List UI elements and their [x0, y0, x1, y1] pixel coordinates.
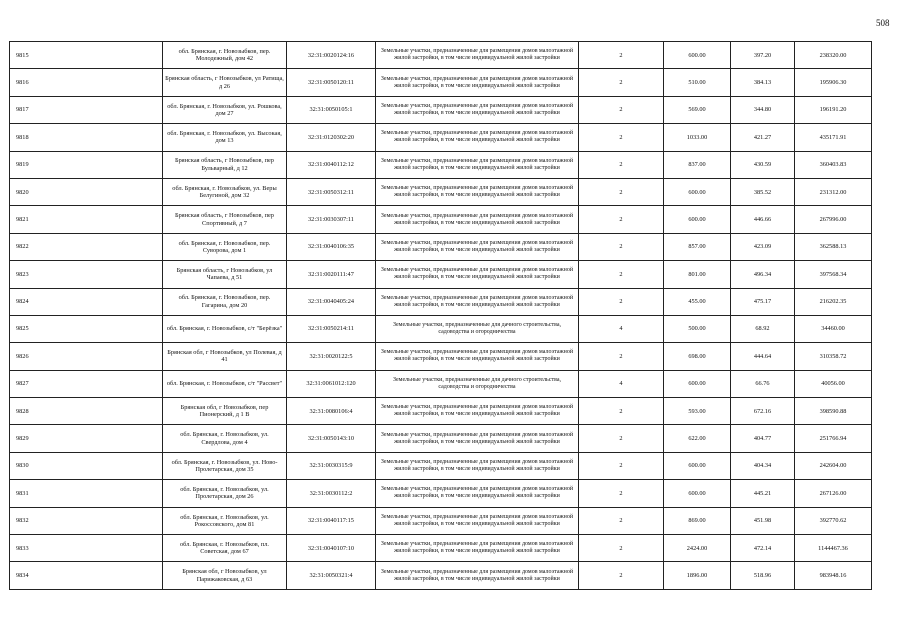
- group-cell: 2: [579, 124, 664, 151]
- area-cell: 801.00: [664, 261, 731, 288]
- land-use-cell: Земельные участки, предназначенные для размещения домов малоэтажной жилой застройки, в том числе индивидуальной жилой застройки: [376, 233, 579, 260]
- group-cell: 2: [579, 452, 664, 479]
- cadastral-value-table: [9, 41, 872, 590]
- specific-value-cell: 472.14: [731, 535, 795, 562]
- table-row: [10, 425, 872, 452]
- specific-value-cell: 446.66: [731, 206, 795, 233]
- land-use-cell: Земельные участки, предназначенные для размещения домов малоэтажной жилой застройки, в том числе индивидуальной жилой застройки: [376, 398, 579, 425]
- cadastral-number-cell: 32:31:0080106:4: [287, 398, 376, 425]
- land-use-cell: Земельные участки, предназначенные для размещения домов малоэтажной жилой застройки, в том числе индивидуальной жилой застройки: [376, 69, 579, 96]
- area-cell: 593.00: [664, 398, 731, 425]
- area-cell: 455.00: [664, 288, 731, 315]
- address-cell: обл. Брянская, г. Новозыбков, ул. Высокая, дом 13: [163, 124, 287, 151]
- table-row: [10, 42, 872, 69]
- area-cell: 569.00: [664, 96, 731, 123]
- cadastral-number-cell: 32:31:0050321:4: [287, 562, 376, 589]
- cadastral-number-cell: 32:31:0040107:10: [287, 535, 376, 562]
- specific-value-cell: 430.59: [731, 151, 795, 178]
- table-body: [10, 42, 872, 590]
- address-cell: обл. Брянская, г. Новозыбков, с/т "Рассвет": [163, 370, 287, 397]
- cadastral-number-cell: 32:31:0040112:12: [287, 151, 376, 178]
- cadastral-number-cell: 32:31:0020124:16: [287, 42, 376, 69]
- page-number: 508: [876, 18, 890, 28]
- group-cell: 2: [579, 42, 664, 69]
- table-row: [10, 96, 872, 123]
- cadastral-value-cell: 267996.00: [795, 206, 872, 233]
- specific-value-cell: 68.92: [731, 315, 795, 342]
- specific-value-cell: 404.77: [731, 425, 795, 452]
- land-use-cell: Земельные участки, предназначенные для размещения домов малоэтажной жилой застройки, в том числе индивидуальной жилой застройки: [376, 96, 579, 123]
- group-cell: 2: [579, 178, 664, 205]
- land-use-cell: Земельные участки, предназначенные для размещения домов малоэтажной жилой застройки, в том числе индивидуальной жилой застройки: [376, 206, 579, 233]
- area-cell: 1033.00: [664, 124, 731, 151]
- table-row: [10, 343, 872, 370]
- specific-value-cell: 384.13: [731, 69, 795, 96]
- row-number: 9817: [10, 96, 163, 123]
- address-cell: обл. Брянская, г. Новозыбков, ул. Рошкова, дом 27: [163, 96, 287, 123]
- table-row: [10, 178, 872, 205]
- table-row: [10, 151, 872, 178]
- specific-value-cell: 385.52: [731, 178, 795, 205]
- address-cell: Брянская обл, г Новозыбков, ул Парижаковская, д 63: [163, 562, 287, 589]
- group-cell: 2: [579, 398, 664, 425]
- land-use-cell: Земельные участки, предназначенные для размещения домов малоэтажной жилой застройки, в том числе индивидуальной жилой застройки: [376, 261, 579, 288]
- row-number: 9829: [10, 425, 163, 452]
- row-number: 9832: [10, 507, 163, 534]
- specific-value-cell: 445.21: [731, 480, 795, 507]
- row-number: 9822: [10, 233, 163, 260]
- cadastral-number-cell: 32:31:0050105:1: [287, 96, 376, 123]
- address-cell: обл. Брянская, г. Новозыбков, ул. Рокоссовского, дом 81: [163, 507, 287, 534]
- table-row: [10, 261, 872, 288]
- row-number: 9834: [10, 562, 163, 589]
- group-cell: 2: [579, 96, 664, 123]
- cadastral-value-cell: 40056.00: [795, 370, 872, 397]
- row-number: 9826: [10, 343, 163, 370]
- specific-value-cell: 518.96: [731, 562, 795, 589]
- table-row: [10, 535, 872, 562]
- land-use-cell: Земельные участки, предназначенные для размещения домов малоэтажной жилой застройки, в том числе индивидуальной жилой застройки: [376, 535, 579, 562]
- cadastral-value-cell: 360403.83: [795, 151, 872, 178]
- group-cell: 2: [579, 535, 664, 562]
- land-use-cell: Земельные участки, предназначенные для размещения домов малоэтажной жилой застройки, в том числе индивидуальной жилой застройки: [376, 480, 579, 507]
- row-number: 9816: [10, 69, 163, 96]
- address-cell: Брянская область, г Новозыбков, пер Спортивный, д 7: [163, 206, 287, 233]
- table-row: [10, 507, 872, 534]
- group-cell: 2: [579, 288, 664, 315]
- cadastral-value-cell: 397568.34: [795, 261, 872, 288]
- cadastral-number-cell: 32:31:0030315:9: [287, 452, 376, 479]
- row-number: 9819: [10, 151, 163, 178]
- land-use-cell: Земельные участки, предназначенные для размещения домов малоэтажной жилой застройки, в том числе индивидуальной жилой застройки: [376, 178, 579, 205]
- cadastral-value-cell: 34460.00: [795, 315, 872, 342]
- land-use-cell: Земельные участки, предназначенные для дачного строительства, садоводства и огородничества: [376, 315, 579, 342]
- address-cell: обл. Брянская, г. Новозыбков, пер. Суворова, дом 1: [163, 233, 287, 260]
- table-row: [10, 124, 872, 151]
- cadastral-value-cell: 216202.35: [795, 288, 872, 315]
- row-number: 9828: [10, 398, 163, 425]
- land-use-cell: Земельные участки, предназначенные для размещения домов малоэтажной жилой застройки, в том числе индивидуальной жилой застройки: [376, 343, 579, 370]
- row-number: 9833: [10, 535, 163, 562]
- cadastral-value-cell: 983948.16: [795, 562, 872, 589]
- cadastral-number-cell: 32:31:0020122:5: [287, 343, 376, 370]
- row-number: 9825: [10, 315, 163, 342]
- address-cell: Брянская область, г Новозыбков, ул Чапаева, д 51: [163, 261, 287, 288]
- address-cell: Брянская область, г Новозыбков, пер Бульварный, д 12: [163, 151, 287, 178]
- area-cell: 600.00: [664, 370, 731, 397]
- area-cell: 600.00: [664, 42, 731, 69]
- cadastral-number-cell: 32:31:0020111:47: [287, 261, 376, 288]
- area-cell: 857.00: [664, 233, 731, 260]
- cadastral-value-cell: 435171.91: [795, 124, 872, 151]
- row-number: 9820: [10, 178, 163, 205]
- group-cell: 2: [579, 206, 664, 233]
- table-row: [10, 206, 872, 233]
- cadastral-value-cell: 238320.00: [795, 42, 872, 69]
- land-use-cell: Земельные участки, предназначенные для размещения домов малоэтажной жилой застройки, в том числе индивидуальной жилой застройки: [376, 507, 579, 534]
- specific-value-cell: 475.17: [731, 288, 795, 315]
- specific-value-cell: 66.76: [731, 370, 795, 397]
- group-cell: 2: [579, 261, 664, 288]
- area-cell: 510.00: [664, 69, 731, 96]
- cadastral-number-cell: 32:31:0030112:2: [287, 480, 376, 507]
- group-cell: 2: [579, 562, 664, 589]
- address-cell: обл. Брянская, г. Новозыбков, пер. Молодежный, дом 42: [163, 42, 287, 69]
- cadastral-value-cell: 392770.62: [795, 507, 872, 534]
- table-row: [10, 370, 872, 397]
- cadastral-number-cell: 32:31:0040405:24: [287, 288, 376, 315]
- cadastral-value-cell: 251766.94: [795, 425, 872, 452]
- land-use-cell: Земельные участки, предназначенные для размещения домов малоэтажной жилой застройки, в том числе индивидуальной жилой застройки: [376, 288, 579, 315]
- area-cell: 600.00: [664, 452, 731, 479]
- group-cell: 2: [579, 151, 664, 178]
- table-row: [10, 562, 872, 589]
- specific-value-cell: 421.27: [731, 124, 795, 151]
- area-cell: 600.00: [664, 206, 731, 233]
- cadastral-number-cell: 32:31:0050120:11: [287, 69, 376, 96]
- address-cell: обл. Брянская, г. Новозыбков, ул. Свердлова, дом 4: [163, 425, 287, 452]
- group-cell: 2: [579, 480, 664, 507]
- land-use-cell: Земельные участки, предназначенные для размещения домов малоэтажной жилой застройки, в том числе индивидуальной жилой застройки: [376, 151, 579, 178]
- table-row: [10, 288, 872, 315]
- address-cell: обл. Брянская, г. Новозыбков, пл. Советская, дом 67: [163, 535, 287, 562]
- cadastral-number-cell: 32:31:0050214:11: [287, 315, 376, 342]
- specific-value-cell: 404.34: [731, 452, 795, 479]
- address-cell: обл. Брянская, г. Новозыбков, пер. Гагарина, дом 20: [163, 288, 287, 315]
- group-cell: 4: [579, 370, 664, 397]
- group-cell: 2: [579, 69, 664, 96]
- specific-value-cell: 444.64: [731, 343, 795, 370]
- row-number: 9818: [10, 124, 163, 151]
- group-cell: 2: [579, 507, 664, 534]
- specific-value-cell: 344.80: [731, 96, 795, 123]
- address-cell: Брянская область, г Новозыбков, ул Ратища, д 26: [163, 69, 287, 96]
- cadastral-number-cell: 32:31:0061012:120: [287, 370, 376, 397]
- cadastral-value-cell: 310358.72: [795, 343, 872, 370]
- row-number: 9831: [10, 480, 163, 507]
- specific-value-cell: 672.16: [731, 398, 795, 425]
- cadastral-number-cell: 32:31:0040117:15: [287, 507, 376, 534]
- cadastral-value-cell: 398590.88: [795, 398, 872, 425]
- table-row: [10, 480, 872, 507]
- group-cell: 2: [579, 233, 664, 260]
- row-number: 9815: [10, 42, 163, 69]
- address-cell: Брянская обл, г Новозыбков, ул Полевая, д 41: [163, 343, 287, 370]
- specific-value-cell: 397.20: [731, 42, 795, 69]
- address-cell: обл. Брянская, г. Новозыбков, с/т "Берёзка": [163, 315, 287, 342]
- row-number: 9821: [10, 206, 163, 233]
- table-row: [10, 69, 872, 96]
- row-number: 9824: [10, 288, 163, 315]
- cadastral-value-cell: 242604.00: [795, 452, 872, 479]
- area-cell: 500.00: [664, 315, 731, 342]
- area-cell: 869.00: [664, 507, 731, 534]
- specific-value-cell: 423.09: [731, 233, 795, 260]
- land-use-cell: Земельные участки, предназначенные для размещения домов малоэтажной жилой застройки, в том числе индивидуальной жилой застройки: [376, 452, 579, 479]
- cadastral-number-cell: 32:31:0050312:11: [287, 178, 376, 205]
- cadastral-value-cell: 267126.00: [795, 480, 872, 507]
- cadastral-value-cell: 231312.00: [795, 178, 872, 205]
- cadastral-number-cell: 32:31:0030307:11: [287, 206, 376, 233]
- address-cell: обл. Брянская, г. Новозыбков, ул. Ново-Пролетарская, дом 35: [163, 452, 287, 479]
- table-row: [10, 315, 872, 342]
- cadastral-value-cell: 195906.30: [795, 69, 872, 96]
- specific-value-cell: 496.34: [731, 261, 795, 288]
- address-cell: обл. Брянская, г. Новозыбков, ул. Веры Белугиной, дом 32: [163, 178, 287, 205]
- address-cell: обл. Брянская, г. Новозыбков, ул. Пролетарская, дом 26: [163, 480, 287, 507]
- group-cell: 2: [579, 343, 664, 370]
- cadastral-number-cell: 32:31:0120302:20: [287, 124, 376, 151]
- land-use-cell: Земельные участки, предназначенные для размещения домов малоэтажной жилой застройки, в том числе индивидуальной жилой застройки: [376, 562, 579, 589]
- table-row: [10, 233, 872, 260]
- row-number: 9823: [10, 261, 163, 288]
- row-number: 9827: [10, 370, 163, 397]
- cadastral-value-cell: 1144467.36: [795, 535, 872, 562]
- group-cell: 2: [579, 425, 664, 452]
- address-cell: Брянская обл, г Новозыбков, пер Пионерский, д 1 В: [163, 398, 287, 425]
- cadastral-number-cell: 32:31:0050143:10: [287, 425, 376, 452]
- row-number: 9830: [10, 452, 163, 479]
- area-cell: 698.00: [664, 343, 731, 370]
- land-use-cell: Земельные участки, предназначенные для размещения домов малоэтажной жилой застройки, в том числе индивидуальной жилой застройки: [376, 124, 579, 151]
- area-cell: 600.00: [664, 178, 731, 205]
- cadastral-value-cell: 362588.13: [795, 233, 872, 260]
- area-cell: 2424.00: [664, 535, 731, 562]
- group-cell: 4: [579, 315, 664, 342]
- area-cell: 600.00: [664, 480, 731, 507]
- cadastral-number-cell: 32:31:0040106:35: [287, 233, 376, 260]
- table-row: [10, 452, 872, 479]
- land-use-cell: Земельные участки, предназначенные для размещения домов малоэтажной жилой застройки, в том числе индивидуальной жилой застройки: [376, 42, 579, 69]
- specific-value-cell: 451.98: [731, 507, 795, 534]
- table-row: [10, 398, 872, 425]
- area-cell: 1896.00: [664, 562, 731, 589]
- land-use-cell: Земельные участки, предназначенные для размещения домов малоэтажной жилой застройки, в том числе индивидуальной жилой застройки: [376, 425, 579, 452]
- cadastral-value-cell: 196191.20: [795, 96, 872, 123]
- area-cell: 837.00: [664, 151, 731, 178]
- land-use-cell: Земельные участки, предназначенные для дачного строительства, садоводства и огородничества: [376, 370, 579, 397]
- area-cell: 622.00: [664, 425, 731, 452]
